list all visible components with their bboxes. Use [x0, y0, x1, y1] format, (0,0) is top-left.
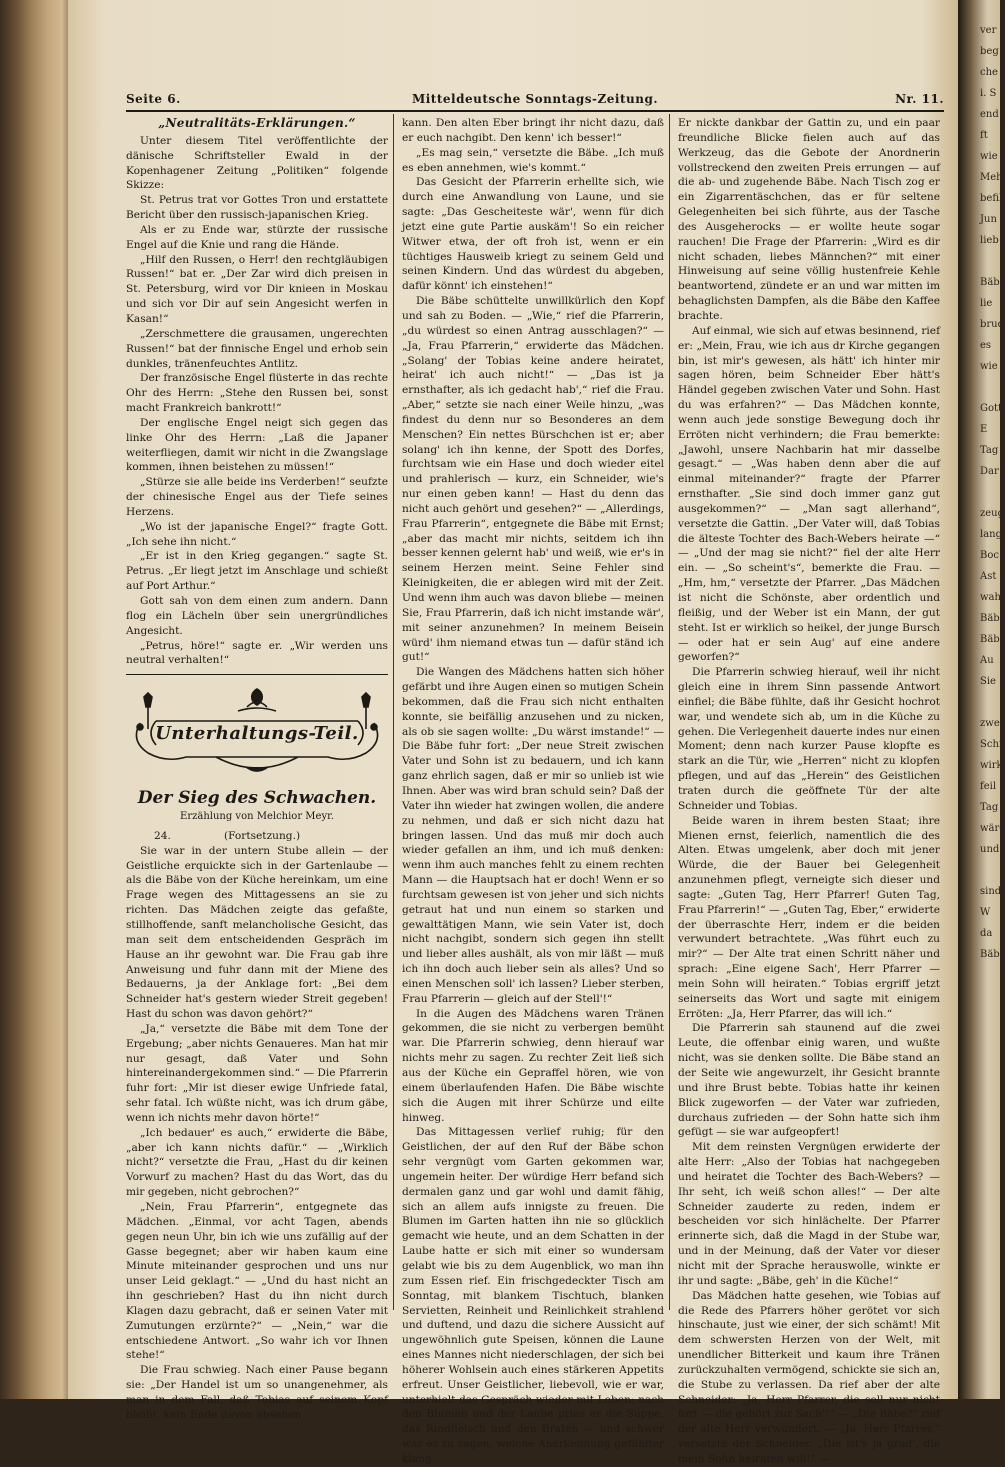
story-paragraph: Das Mädchen hatte gesehen, wie Tobias auf die Rede des Pfarrers höher gerötet vor sich hinschaute, just wie einer, der sich schämt! Mit dem schwersten Herzen von der Welt, mit unendlicher Bitterkeit und kaum ihre Tränen zurückzuhalten vermögend, schickte sie sich an, die Stube zu verlassen. Da rief aber der alte Schneider: „Ja, Herr Pfarrer, die soll nur nicht fort — die gehört zur Sach'!“ — „Die Bäbe?“ rief der alte Herr verwundert. — „Ja, Herr Pfarrer,“ versetzte der Schneider. „Die ist's ja grad', die mein Sohn heiraten will!“ —	[678, 1289, 940, 1465]
article-paragraph: Der englische Engel neigt sich gegen das linke Ohr des Herrn: „Laß die Japaner weiterfliegen, damit wir nicht in die Zwangslage kommen, ihnen beistehen zu müssen!“	[126, 416, 388, 474]
story-paragraph: Er nickte dankbar der Gattin zu, und ein paar freundliche Blicke fielen auch auf das Werkzeug, das die Gebote der Anordnerin vollstreckend den zweiten Preis errungen — auf die ab- und zugehende Bäbe. Nach Tisch zog er ein Zigarrentäschchen, das er für seltene Gelegenheiten bei sich führte, aus der Tasche des Ausgeherocks — er wollte heute sogar rauchen! Die Frage der Pfarrerin: „Wird es dir nicht schaden, liebes Männchen?“ mit einer Hinweisung auf seine völlig hustenfreie Kehle beantwortend, zündete er an und war mitten im behaglichsten Dampfen, als die Bäbe den Kaffee brachte.	[678, 117, 940, 322]
column-3	[678, 116, 940, 1465]
story-paragraph: Auf einmal, wie sich auf etwas besinnend, rief er: „Mein, Frau, wie ich aus dr Kirche gegangen bin, ist mir's gewesen, als hätt' ich hinter mir sagen hören, beim Schneider Eber hätt's Händel gegeben zwischen Vater und Sohn. Hast du was erfahren?“ — Das Mädchen konnte, wenn auch jede sonstige Bewegung doch ihr Erröten nicht verhindern; die Frau bemerkte: „Jawohl, unsere Nachbarin hat mir dasselbe gesagt.“ — „Was haben denn aber die auf einmal miteinander?“ fragte der Pfarrer ernsthafter. „Sie sind doch immer ganz gut ausgekommen?“ — „Man sagt allerhand“, versetzte die Gattin. „Der Vater will, daß Tobias die älteste Tochter des Bach-Webers heirate —“ — „Und der mag sie nicht?“ fiel der alte Herr ein. — „So scheint's“, bemerkte die Frau. — „Hm, hm,“ versetzte der Pfarrer. „Das Mädchen ist nicht die Schönste, aber ordentlich und fleißig, und der Weber ist ein Mann, der gut steht. Ist er wirklich so heikel, der junge Bursch — oder hat er sein Aug' auf eine andere geworfen?“	[678, 324, 940, 664]
article-paragraph: „Stürze sie alle beide ins Verderben!“ seufzte der chinesische Engel aus der Tiefe seines Herzens.	[126, 476, 388, 518]
chapter-number: 24.	[154, 829, 171, 842]
article-paragraph: Gott sah von dem einen zum andern. Dann flog ein Lächeln über sein unergründliches Angesicht.	[126, 595, 388, 637]
story-paragraph: „Ja,“ versetzte die Bäbe mit dem Tone der Ergebung; „aber nichts Genaueres. Man hat mir nur gesagt, daß Vater und Sohn hintereinandergekommen sind.“ — Die Pfarrerin fuhr fort: „Mir ist dieser ewige Unfriede fatal, sehr fatal. Ich wüßte nicht, was ich drum gäbe, wenn ich nichts mehr davon hörte!“	[126, 1022, 388, 1124]
header-rule	[126, 110, 944, 112]
story-paragraph: Das Mittagessen verlief ruhig; für den Geistlichen, der auf den Ruf der Bäbe schon sehr vergnügt vom Garten gekommen war, ungemein heiter. Der würdige Herr befand sich dermalen ganz und gar wohl und damit fähig, sich an allem aufs innigste zu freuen. Die Blumen im Garten hatten ihn nie so glücklich gemacht wie heute, und an dem Schatten in der Laube hatte er sich mit einer so wundersam gelabt wie bis zu dem Augenblick, wo man ihn zum Essen rief. Ein frischgedeckter Tisch am Sonntag, mit blankem Tischtuch, blanken Servietten, Reinheit und Reinlichkeit strahlend und duftend, und dazu die sichere Aussicht auf ungewöhnlich gute Speisen, können die Laune eines Mannes nicht niederschlagen, der sich bei höherer Wohlsein auch eines stärkeren Appetits erfreut. Unser Geistlicher, liebevoll, wie er war, unterhielt das Gespräch wieder mit Loben; nach den Blumen und der Laube pries er die Suppe, das Rindfleisch und den Braten — und schwer war es zu sagen, welche Anerkennung gefühlter klang.	[402, 1126, 664, 1465]
story-byline: Erzählung von Melchior Meyr.	[180, 811, 334, 823]
article-paragraph: „Hilf den Russen, o Herr! den rechtgläubigen Russen!“ bat er. „Der Zar wird dich preisen in St. Petersburg, wird vor Dir knieen in Moskau und sich vor Dir auf sein Angesicht werfen in Kasan!“	[126, 253, 388, 325]
story-paragraph: In die Augen des Mädchens waren Tränen gekommen, die sie nicht zu verbergen bemüht war. Die Pfarrerin schwieg, denn hierauf war nichts mehr zu sagen. Zu rechter Zeit ließ sich aus der Küche ein Gepraffel hören, wie von einem überlaufenden Hafen. Die Bäbe wischte sich die Augen mit ihrer Schürze und eilte hinweg.	[402, 1007, 664, 1124]
column-divider	[393, 114, 394, 1310]
section-separator	[126, 674, 388, 675]
story-paragraph: Die Pfarrerin sah staunend auf die zwei Leute, die offenbar einig waren, und wußte nicht, was sie denken sollte. Die Bäbe stand an der Seite wie angewurzelt, ihr Gesicht brannte und ihre Brust bebte. Tobias hatte ihr keinen Blick zugeworfen — der Vater war zufrieden, durchaus zufrieden — der Sohn hatte sich ihm gefügt — sie war aufgeopfert!	[678, 1022, 940, 1139]
page-number: Seite 6.	[126, 92, 181, 106]
article-paragraph: Unter diesem Titel veröffentlichte der dänische Schriftsteller Ewald in der Kopenhagener Zeitung „Politiken“ folgende Skizze:	[126, 134, 388, 192]
story-paragraph: „Nein, Frau Pfarrerin“, entgegnete das Mädchen. „Einmal, vor acht Tagen, abends gegen neun Uhr, bin ich wie uns zufällig auf der Gasse begegnet; aber wir haben kaum eine Minute miteinander gesprochen und uns nur unser Leid geklagt.“ — „Und du hast nicht an ihn geschrieben? Hast du ihn nicht durch Klagen dazu gebracht, daß er seinen Vater mit Zumutungen erzürnte?“ — „Nein,“ war die entschiedene Antwort. „So wahr ich vor Ihnen stehe!“	[126, 1201, 388, 1362]
column-divider	[669, 114, 670, 1310]
article-paragraph: St. Petrus trat vor Gottes Tron und erstattete Bericht über den russisch-japanischen Krieg.	[126, 194, 388, 222]
article-paragraph: „Wo ist der japanische Engel?“ fragte Gott. „Ich sehe ihn nicht.“	[126, 520, 388, 548]
story-paragraph: „Es mag sein,“ versetzte die Bäbe. „Ich muß es eben annehmen, wie's kommt.“	[402, 146, 664, 174]
column-1	[126, 116, 388, 1421]
story-paragraph: Die Bäbe schüttelte unwillkürlich den Kopf und sah zu Boden. — „Wie,“ rief die Pfarrerin, „du würdest so einen Antrag ausschlagen?“ — „Ja, Frau Pfarrerin,“ erwiderte das Mädchen. „Solang' der Tobias keine andere heiratet, heirat' ich auch nicht!“ — „Das ist ja ernsthafter, als ich gedacht hab',“ rief die Frau. „Aber,“ setzte sie nach einer Weile hinzu, „was findest du denn nur so Besonderes an dem Menschen? Ein nettes Bürschchen ist er; aber solang' ich ihn kenne, der Spott des Dorfes, furchtsam wie ein Hase und doch wieder eitel und prahlerisch — kurz, ein Schneider, wie's nur einen geben kann! — Hast du denn das nicht auch gehört und gesehen?“ — „Allerdings, Frau Pfarrerin“, entgegnete die Bäbe mit Ernst; „aber das macht mir nichts, seitdem ich ihn besser kennen gelernt hab' und weiß, wie er's in seinem Herzen meint. Seine Fehler sind Kleinigkeiten, die er ablegen wird mit der Zeit. Und wenn ihm auch was davon bliebe — meinen Sie, Frau Pfarrerin, daß ich nicht imstande wär', mit seiner anzunehmen? In meinem Beisein würd' ihm niemand etwas tun — dafür ständ ich gut!“	[402, 295, 664, 664]
story-paragraph: „Ich bedauer' es auch,“ erwiderte die Bäbe, „aber ich kann nichts dafür.“ — „Wirklich nicht?“ versetzte die Frau, „Hast du dir keinen Vorwurf zu machen? Hast du das Wort, das du mir gegeben, nicht gebrochen?“	[126, 1126, 388, 1199]
story-title: Der Sieg des Schwachen.	[137, 788, 377, 809]
adjacent-page-edge	[958, 0, 1005, 1399]
story-paragraph: kann. Den alten Eber bringt ihr nicht dazu, daß er euch nachgibt. Den kenn' ich besser!“	[402, 117, 664, 144]
page-header	[126, 92, 944, 110]
story-paragraph: Das Gesicht der Pfarrerin erhellte sich, wie durch eine Anwandlung von Laune, und sie sagte: „Das Gescheiteste wär', wenn für dich jetzt eine gute Partie auskäm'! So ein reicher Witwer etwa, der oft froh ist, wenn er ein tüchtiges Hausweib kriegt zu seinem Geld und seinen Kindern. Und das würdest du abgeben, dafür könnt' ich einstehen!“	[402, 176, 664, 293]
story-paragraph: Sie war in der untern Stube allein — der Geistliche erquickte sich in der Gartenlaube — als die Bäbe von der Küche hereinkam, um eine Frage wegen des Mittagessens an sie zu richten. Das Mädchen zeigte das gefaßte, stillhoffende, sanft melancholische Gesicht, das man seit dem entscheidenden Gespräch im Hause an ihr gewohnt war. Die Frau gab ihre Anweisung und fuhr dann mit der Miene des Bedauerns, ja der Anklage fort: „Bei dem Schneider hat's gestern wieder Streit gegeben! Hast du schon was davon gehört?“	[126, 844, 388, 1021]
article-title: „Neutralitäts-Erklärungen.“	[158, 116, 356, 130]
section-banner-title: Unterhaltungs-Teil.	[155, 723, 359, 745]
continuation-note: (Fortsetzung.)	[224, 829, 301, 842]
article-paragraph: „Petrus, höre!“ sagte er. „Wir werden uns neutral verhalten!“	[126, 639, 388, 667]
story-paragraph: Die Frau schwieg. Nach einer Pause begann sie: „Der Handel ist um so unangenehmer, als man in dem Fall, daß Tobias auf seinem Kopf bleibt, kein Ende davon absehen	[126, 1364, 388, 1421]
issue-number: Nr. 11.	[895, 92, 944, 106]
column-2	[402, 116, 664, 1465]
article-paragraph: Als er zu Ende war, stürzte der russische Engel auf die Knie und rang die Hände.	[126, 223, 388, 251]
article-paragraph: Der französische Engel flüsterte in das rechte Ohr des Herrn: „Stehe den Russen bei, sonst macht Frankreich bankrott!“	[126, 372, 388, 415]
article-paragraph: „Er ist in den Krieg gegangen.“ sagte St. Petrus. „Er liegt jetzt im Anschlage und schießt auf Port Arthur.“	[126, 550, 388, 593]
story-paragraph: Die Pfarrerin schwieg hierauf, weil ihr nicht gleich eine in ihrem Sinn passende Antwort einfiel; die Bäbe fühlte, daß ihr Gesicht hochrot war, und wendete sich ab, um in die Küche zu gehen. Die Verlegenheit dauerte indes nur einen Moment; denn nach kurzer Pause klopfte es stark an die Tür, wie „Herren“ nicht zu klopfen pflegen, und auf das „Herein“ des Geistlichen traten durch die geöffnete Tür der alte Schneider und Tobias.	[678, 666, 940, 812]
book-spine	[0, 0, 68, 1399]
chapter-line	[126, 829, 388, 844]
newspaper-title: Mitteldeutsche Sonntags-Zeitung.	[411, 92, 659, 106]
story-paragraph: Beide waren in ihrem besten Staat; ihre Mienen ernst, feierlich, namentlich die des Alten. Etwas umgelenk, aber doch mit jener Würde, die der Bauer bei Gelegenheit anzunehmen pflegt, verneigte sich dieser und sagte: „Guten Tag, Herr Pfarrer! Guten Tag, Frau Pfarrerin!“ — „Guten Tag, Eber,“ erwiderte der überraschte Herr, indem er die beiden verwundert betrachtete. „Was führt euch zu mir?“ — Der Alte trat einen Schritt näher und sprach: „Eine eigene Sach', Herr Pfarrer — mein Sohn will heiraten.“ Tobias ergriff jetzt seinerseits das Wort und sagte mit einigem Erröten: „Ja, Herr Pfarrer, das will ich.“	[678, 814, 940, 1020]
adjacent-page-text: ver beg che i. S end ft wie Meh befil Jun lieb Bäb lie brud es wie Gott E Tag Dar zeug lang Boc Ast wah Bäb Bäb Au Sie zwei Schi wirk feil Tag wäre und sind W da Bäb	[980, 25, 1005, 960]
story-paragraph: Mit dem reinsten Vergnügen erwiderte der alte Herr: „Also der Tobias hat nachgegeben und heiratet die Tochter des Bach-Webers? — Ihr seht, ich weiß schon alles!“ — Der alte Schneider zauderte zu reden, indem er bescheiden vor sich hinlächelte. Der Pfarrer erinnerte sich, daß die Magd in der Stube war, und in der Meinung, daß der Vater vor dieser nicht mit der Sprache herauswolle, winkte er ihr und sagte: „Bäbe, geh' in die Küche!“	[678, 1141, 940, 1287]
newspaper-page	[68, 0, 958, 1465]
story-paragraph: Die Wangen des Mädchens hatten sich höher gefärbt und ihre Augen einen so mutigen Schein bekommen, daß die Frau sich nicht enthalten konnte, sie beifällig anzusehen und zu nicken, als ob sie sagen wollte: „Du wärst imstande!“ — Die Bäbe fuhr fort: „Der neue Streit zwischen Vater und Sohn ist zu bedauern, und ich kann ganz ehrlich sagen, daß er mir so unlieb ist wie Ihnen. Aber was wird bran schuld sein? Daß der Vater ihn wieder hat zwingen wollen, die andere zu nehmen, und daß er sich nicht dazu hat bringen lassen. Und das muß mir doch auch wieder gefallen an ihm, und ich muß denken: wenn ihm auch manches fehlt zu einem rechten Mann — die Hauptsach hat er doch! Wenn er so furchtsam gewesen ist von jeher und sich nichts getraut hat und nun einem so starken und gewalttätigen Mann, wie sein Vater ist, doch nicht nachgibt, sondern sich gegen ihn stellt und lieber alles aushält, als von mir läßt — muß ich ihn doch auch lieber sein als alles? Und so einen Menschen soll' ich lassen? Lieber sterben, Frau Pfarrerin — gleich auf der Stell'!“	[402, 666, 664, 1005]
article-paragraph: „Zerschmettere die grausamen, ungerechten Russen!“ bat der finnische Engel und erhob sein dunkles, tränenfeuchtes Antlitz.	[126, 327, 388, 370]
section-banner	[126, 683, 388, 781]
